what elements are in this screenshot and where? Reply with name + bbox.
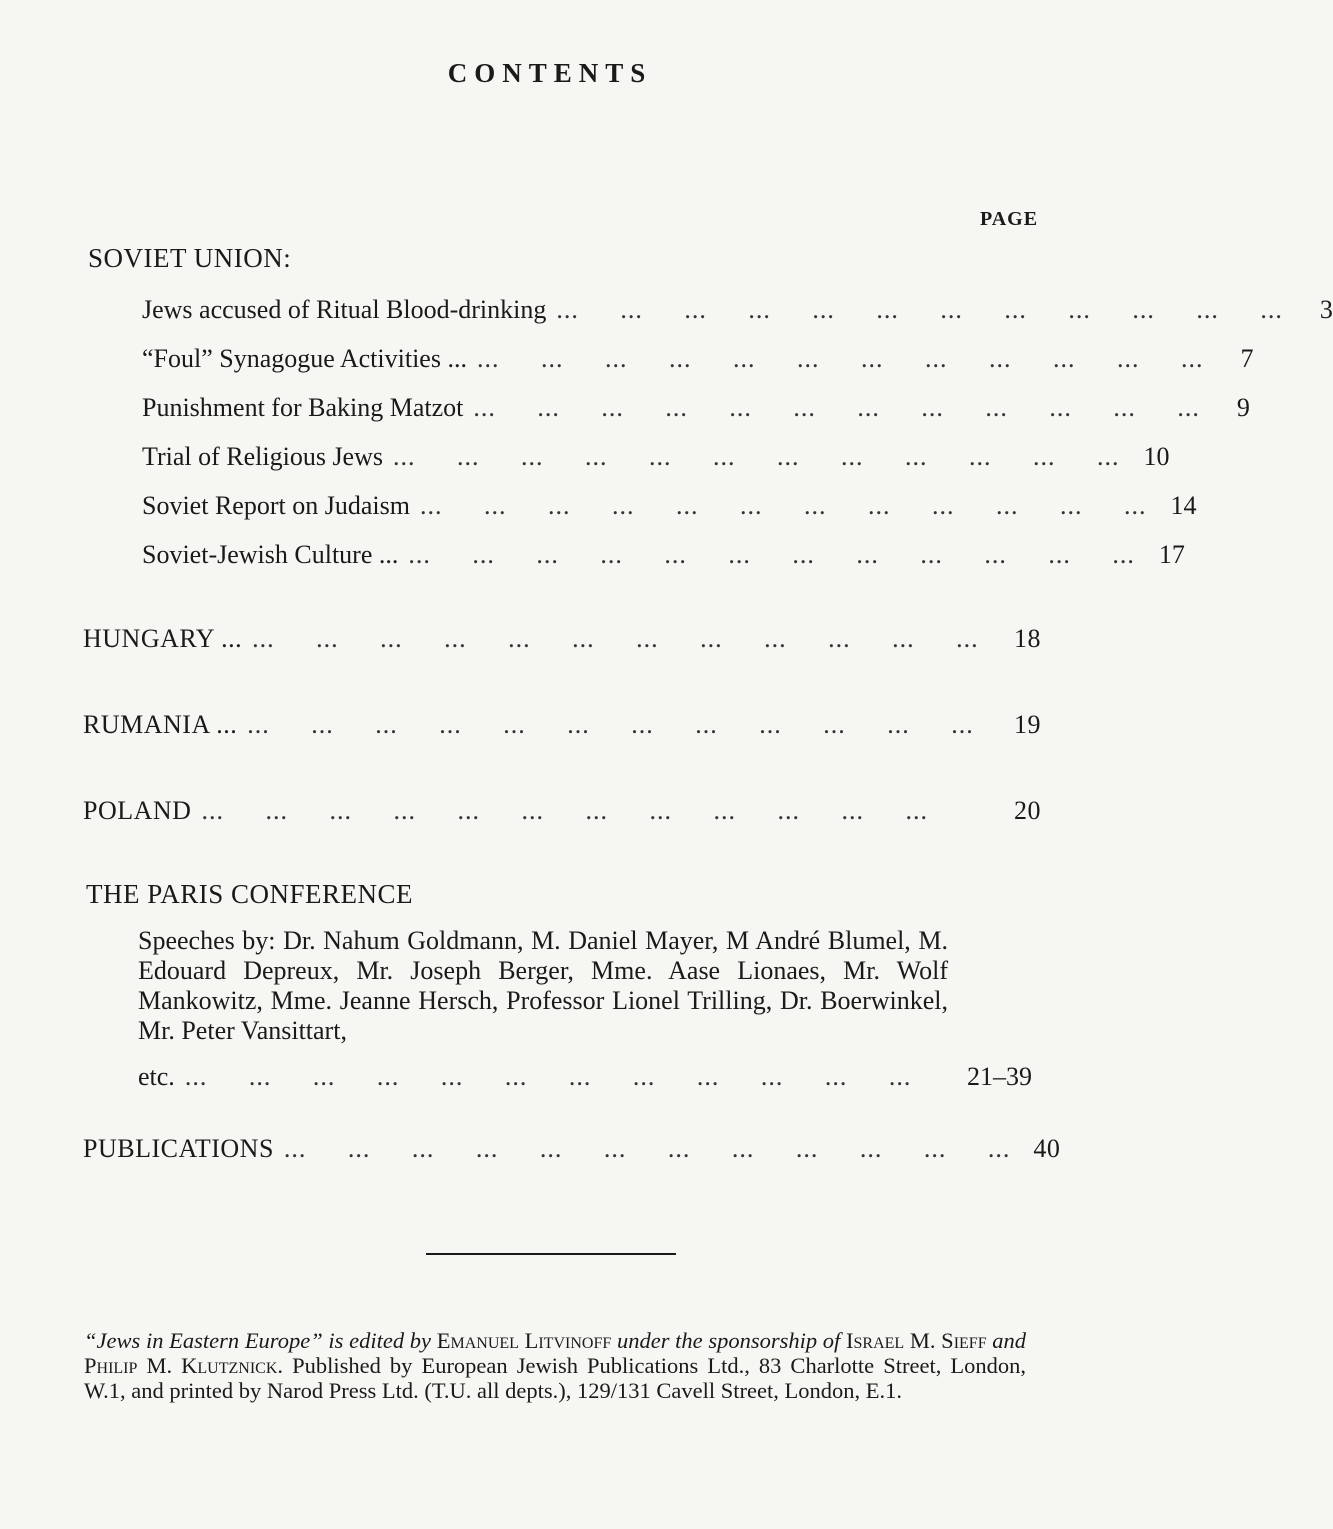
leader-dots: ... ... ... ... ... ... ... ... ... ... ... ... — [201, 796, 928, 825]
toc-entry-hungary[interactable] — [83, 624, 1041, 654]
toc-entry-paris-conference[interactable] — [138, 1062, 1032, 1092]
toc-entry-page: 3 — [1319, 295, 1333, 324]
leader-dots: ... ... ... ... ... ... ... ... ... ... ... ... — [393, 442, 1120, 471]
toc-entry-page: 18 — [1014, 624, 1041, 653]
toc-entry-label: Punishment for Baking Matzot — [142, 393, 464, 422]
toc-entry-label: HUNGARY ... — [83, 624, 243, 653]
toc-entry-publications[interactable] — [83, 1134, 1061, 1164]
toc-entry-page: 7 — [1240, 344, 1254, 373]
editor-name: Emanuel Litvinoff — [436, 1328, 612, 1353]
sponsor-name: Israel M. Sieff — [846, 1328, 987, 1353]
toc-entry[interactable] — [142, 344, 1254, 374]
leader-dots: ... ... ... ... ... ... ... ... ... ... ... ... — [419, 491, 1147, 520]
toc-entry-label: Soviet Report on Judaism — [142, 491, 410, 520]
toc-entry[interactable] — [142, 540, 1185, 570]
leader-dots: ... ... ... ... ... ... ... ... ... ... ... ... — [247, 710, 974, 739]
toc-entry-page: 21–39 — [967, 1062, 1032, 1091]
publisher-text: . Published by European Jewish Publications Ltd., 83 Charlotte Street, London, W.1, and printed by Narod Press Ltd. (T.U. all depts.), 129/131 Cavell Street, London, E.1. — [84, 1353, 1027, 1403]
section-heading-soviet-union: SOVIET UNION: — [88, 243, 292, 273]
leader-dots: ... ... ... ... ... ... ... ... ... ... ... ... — [556, 295, 1283, 324]
toc-entry-poland[interactable] — [83, 796, 1041, 826]
page-title: CONTENTS — [447, 58, 653, 88]
section-heading-paris-conference: THE PARIS CONFERENCE — [86, 879, 414, 909]
leader-dots: ... ... ... ... ... ... ... ... ... ... ... ... — [283, 1134, 1011, 1163]
toc-entry-page: 17 — [1158, 540, 1185, 569]
toc-entry-label: Trial of Religious Jews — [142, 442, 383, 471]
toc-entry-page: 9 — [1236, 393, 1250, 422]
toc-entry-label: RUMANIA ... — [83, 710, 238, 739]
leader-dots: ... ... ... ... ... ... ... ... ... ... ... ... — [184, 1062, 912, 1091]
toc-entry-page: 19 — [1014, 710, 1041, 739]
toc-entry[interactable] — [142, 491, 1197, 521]
divider-rule — [426, 1253, 676, 1255]
toc-entry-rumania[interactable] — [83, 710, 1041, 740]
toc-entry-label: Soviet-Jewish Culture ... — [142, 540, 399, 569]
toc-entry-label: Jews accused of Ritual Blood-drinking — [142, 295, 547, 324]
colophon — [84, 1328, 1026, 1403]
toc-entry[interactable] — [142, 393, 1250, 423]
colophon-text: “Jews in Eastern Europe” is edited by — [84, 1328, 432, 1353]
leader-dots: ... ... ... ... ... ... ... ... ... ... ... ... — [252, 624, 979, 653]
colophon-text: under the sponsorship of — [616, 1328, 841, 1353]
sponsor-name: Philip M. Klutznick — [84, 1353, 278, 1378]
leader-dots: ... ... ... ... ... ... ... ... ... ... ... ... — [476, 344, 1204, 373]
colophon-text: and — [992, 1328, 1027, 1353]
toc-entry-page: 10 — [1143, 442, 1170, 471]
page-column-header: PAGE — [980, 208, 1039, 230]
speeches-list: Speeches by: Dr. Nahum Goldmann, M. Daniel Mayer, M André Blumel, M. Edouard Depreux, Mr. Joseph Berger, Mme. Aase Lionaes, Mr. Wolf Mankowitz, Mme. Jeanne Hersch, Professor Lionel Trilling, Dr. Boerwinkel, Mr. Peter Vansittart, — [138, 926, 948, 1045]
toc-entry[interactable] — [142, 295, 1333, 325]
toc-entry-label: etc. — [138, 1062, 175, 1091]
leader-dots: ... ... ... ... ... ... ... ... ... ... ... ... — [473, 393, 1200, 422]
leader-dots: ... ... ... ... ... ... ... ... ... ... ... ... — [408, 540, 1135, 569]
toc-entry-label: POLAND — [83, 796, 192, 825]
toc-entry-label: PUBLICATIONS — [83, 1134, 274, 1163]
toc-entry-page: 14 — [1170, 491, 1197, 520]
toc-entry-page: 40 — [1033, 1134, 1061, 1163]
toc-entry-label: “Foul” Synagogue Activities ... — [142, 344, 467, 373]
toc-entry[interactable] — [142, 442, 1170, 472]
toc-entry-page: 20 — [1014, 796, 1041, 825]
